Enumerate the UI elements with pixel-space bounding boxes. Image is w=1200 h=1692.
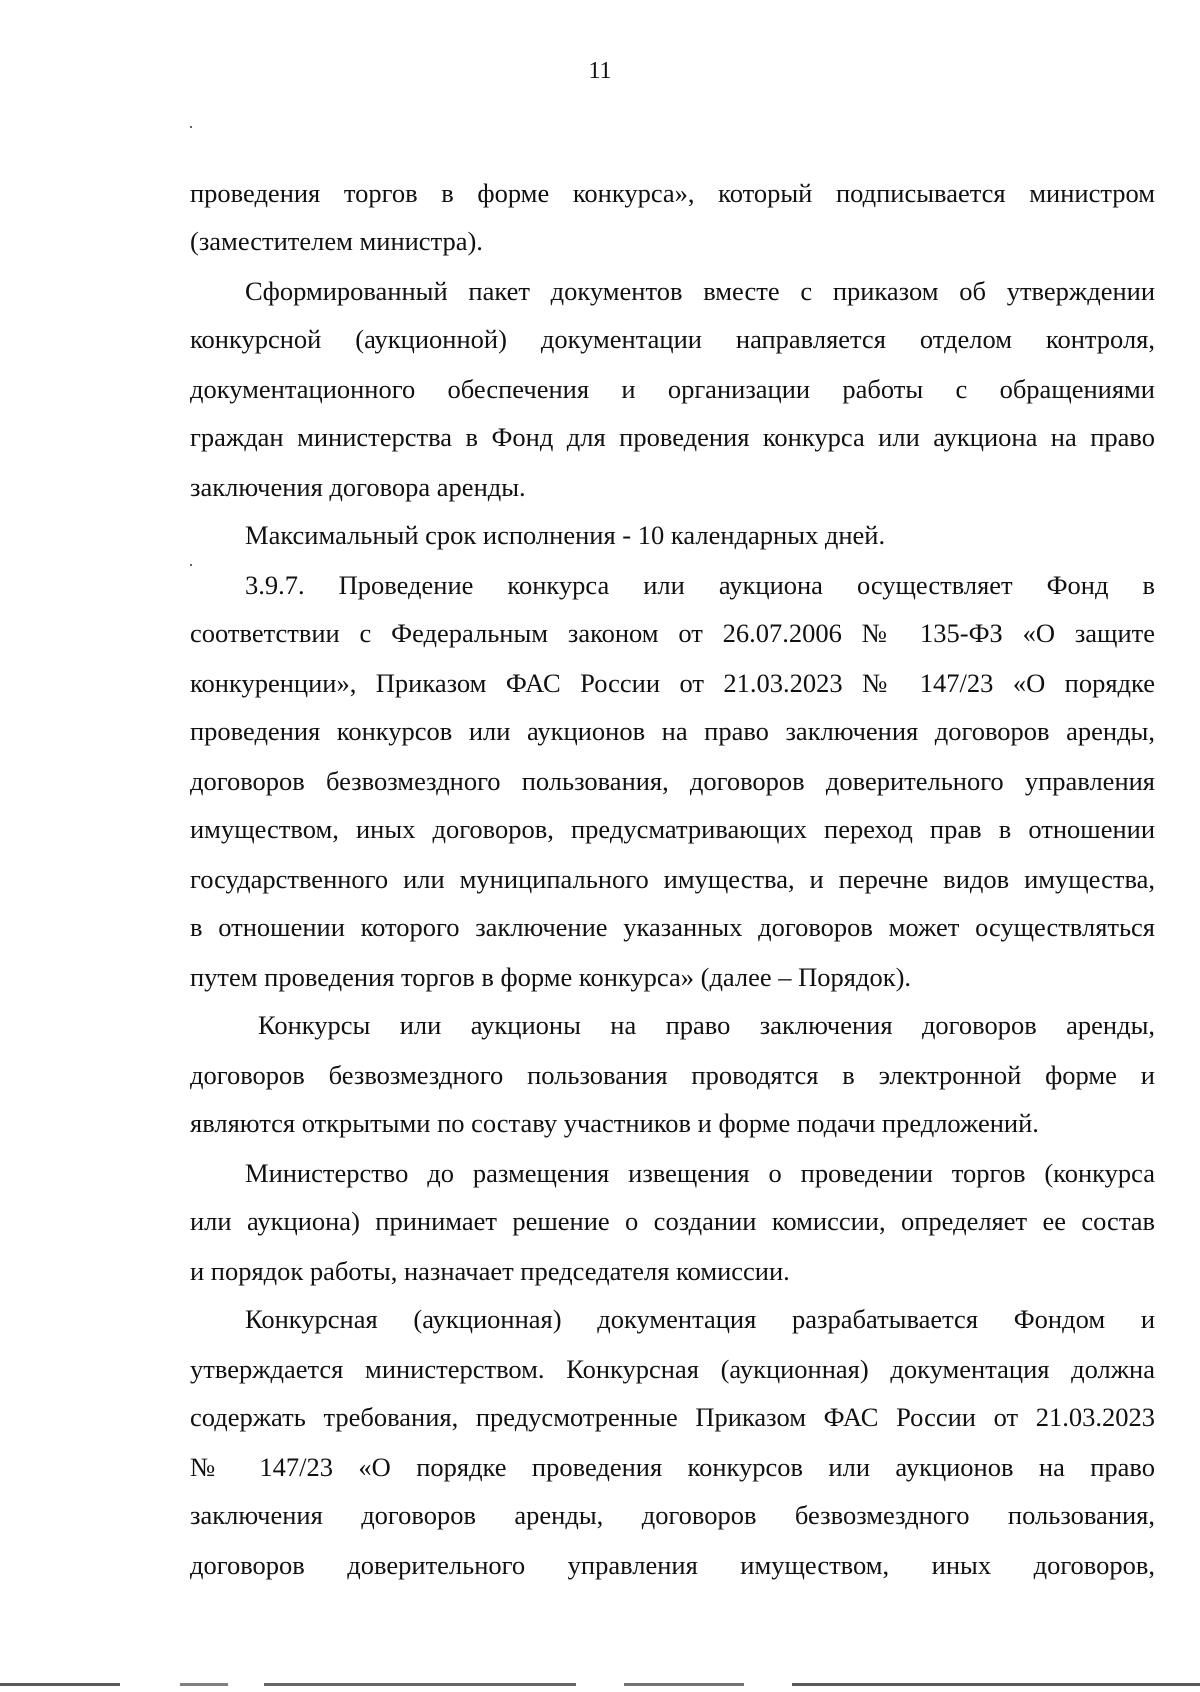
scan-speck [190,126,192,128]
text-line: путем проведения торгов в форме конкурса» (далее – Порядок). [190,962,912,992]
text-line: соответствии с Федеральным законом от 26.07.2006 № 135-ФЗ «О защите [190,618,1155,648]
text-line: заключения договора аренды. [190,472,526,502]
text-line: содержать требования, предусмотренные Приказом ФАС России от 21.03.2023 [190,1402,1155,1432]
text-line: конкурсной (аукционной) документации направляется отделом контроля, [190,324,1155,354]
text-line: или аукциона) принимает решение о создании комиссии, определяет ее состав [190,1206,1155,1236]
text-line: документационного обеспечения и организации работы с обращениями [190,374,1155,404]
text-line: государственного или муниципального имущества, и перечне видов имущества, [190,864,1155,894]
text-line: в отношении которого заключение указанных договоров может осуществляться [190,912,1155,942]
text-line: граждан министерства в Фонд для проведения конкурса или аукциона на право [190,422,1155,452]
text-line: утверждается министерством. Конкурсная (аукционная) документация должна [190,1354,1155,1384]
text-line: являются открытыми по составу участников и форме подачи предложений. [190,1108,1039,1138]
text-line: договоров доверительного управления имуществом, иных договоров, [190,1550,1155,1580]
text-line: заключения договоров аренды, договоров безвозмездного пользования, [190,1500,1155,1530]
scan-edge-line [0,1683,1200,1686]
text-line: договоров безвозмездного пользования проводятся в электронной форме и [190,1060,1155,1090]
section-heading-line: 3.9.7. Проведение конкурса или аукциона осуществляет Фонд в [245,570,1155,600]
paragraph-start-line: Конкурсная (аукционная) документация разрабатывается Фондом и [245,1304,1155,1334]
paragraph-start-line: Максимальный срок исполнения - 10 календарных дней. [245,520,886,550]
page-number: 11 [588,58,612,84]
text-line: договоров безвозмездного пользования, договоров доверительного управления [190,766,1155,796]
text-line: № 147/23 «О порядке проведения конкурсов или аукционов на право [190,1452,1155,1482]
paragraph-start-line: Конкурсы или аукционы на право заключения договоров аренды, [258,1010,1155,1040]
text-line: конкуренции», Приказом ФАС России от 21.03.2023 № 147/23 «О порядке [190,668,1155,698]
text-line: проведения торгов в форме конкурса», который подписывается министром [190,178,1155,208]
paragraph-start-line: Сформированный пакет документов вместе с приказом об утверждении [245,276,1155,306]
text-line: проведения конкурсов или аукционов на право заключения договоров аренды, [190,716,1155,746]
paragraph-start-line: Министерство до размещения извещения о проведении торгов (конкурса [245,1158,1155,1188]
text-line: и порядок работы, назначает председателя комиссии. [190,1256,790,1286]
text-line: имуществом, иных договоров, предусматривающих переход прав в отношении [190,814,1155,844]
text-line: (заместителем министра). [190,226,483,256]
document-body [190,178,1155,1598]
